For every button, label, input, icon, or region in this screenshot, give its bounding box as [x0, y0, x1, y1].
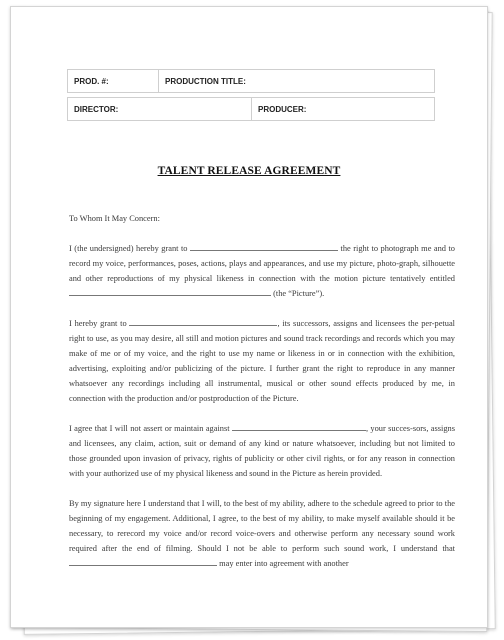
paragraph-no-claims — [69, 421, 455, 481]
company-blank-line — [69, 557, 217, 566]
production-header-row-1 — [67, 69, 435, 93]
director-cell — [68, 98, 252, 120]
paragraph-perpetual-use — [69, 316, 455, 406]
salutation — [69, 211, 455, 226]
p4-text-a: By my signature here I understand that I will, to the best of my ability, adhere to the schedule agreed to prior to the beginning of my engagement. Additional, I agree, to the best of my ability, to make myself available should it be necessary, to rerecord my voice and/or record voice-overs and otherwise perform any necessary sound work required after the end of filming. Should I not be able to perform such sound work, I understand that — [69, 499, 455, 553]
p3-text-b: , your succes-sors, assigns and licensees, any claim, action, suit or demand of any kind or nature whatsoever, including but not limited to those grounded upon invasion of privacy, rights of publicity or other civil rights, or for any reason in connection with your authorized use of my physical likeness and sound in the Picture as herein provided. — [69, 424, 455, 478]
licensee-blank-line — [129, 317, 277, 326]
director-label: DIRECTOR: — [74, 104, 119, 114]
prod-number-cell — [68, 70, 159, 92]
p2-text-a: I hereby grant to — [69, 319, 127, 328]
p3-text-a: I agree that I will not assert or maintain against — [69, 424, 230, 433]
p1-text-a: I (the undersigned) hereby grant to — [69, 244, 188, 253]
paragraph-schedule — [69, 496, 455, 571]
production-header-row-2 — [67, 97, 435, 121]
document-page — [10, 6, 488, 628]
paragraph-grant-rights — [69, 241, 455, 301]
grantee-blank-line — [190, 242, 338, 251]
p4-text-b: may enter into agreement with another — [219, 559, 349, 568]
p1-text-b: the right to photograph me and to record my voice, performances, poses, actions, plays and appearances, and use my picture, photo-graph, silhouette and other reproductions of my physical likeness in connection with the motion picture tentatively entitled — [69, 244, 455, 283]
production-title-label: PRODUCTION TITLE: — [165, 76, 246, 86]
salutation-text: To Whom It May Concern: — [69, 214, 160, 223]
picture-title-blank-line — [69, 287, 271, 296]
p2-text-b: , its successors, assigns and licensees the per-petual right to use, as you may desire, all still and motion pictures and sound track recordings and records which you may make of me or of my voice, and the right to use my name or likeness in or in connection with the exhibition, advertising, exploiting and/or publicizing of the picture. I further grant the right to reproduce in any manner whatsoever any recordings including all instrumental, musical or other sound effects produced by me, in connection with the production and/or postproduction of the Picture. — [69, 319, 455, 403]
p1-text-c: (the “Picture”). — [273, 289, 325, 298]
document-body — [69, 211, 455, 586]
document-title: TALENT RELEASE AGREEMENT — [157, 165, 341, 177]
claimant-blank-line — [232, 422, 366, 431]
producer-label: PRODUCER: — [258, 104, 307, 114]
producer-cell — [252, 98, 434, 120]
prod-number-label: PROD. #: — [74, 76, 109, 86]
production-title-cell — [159, 70, 434, 92]
